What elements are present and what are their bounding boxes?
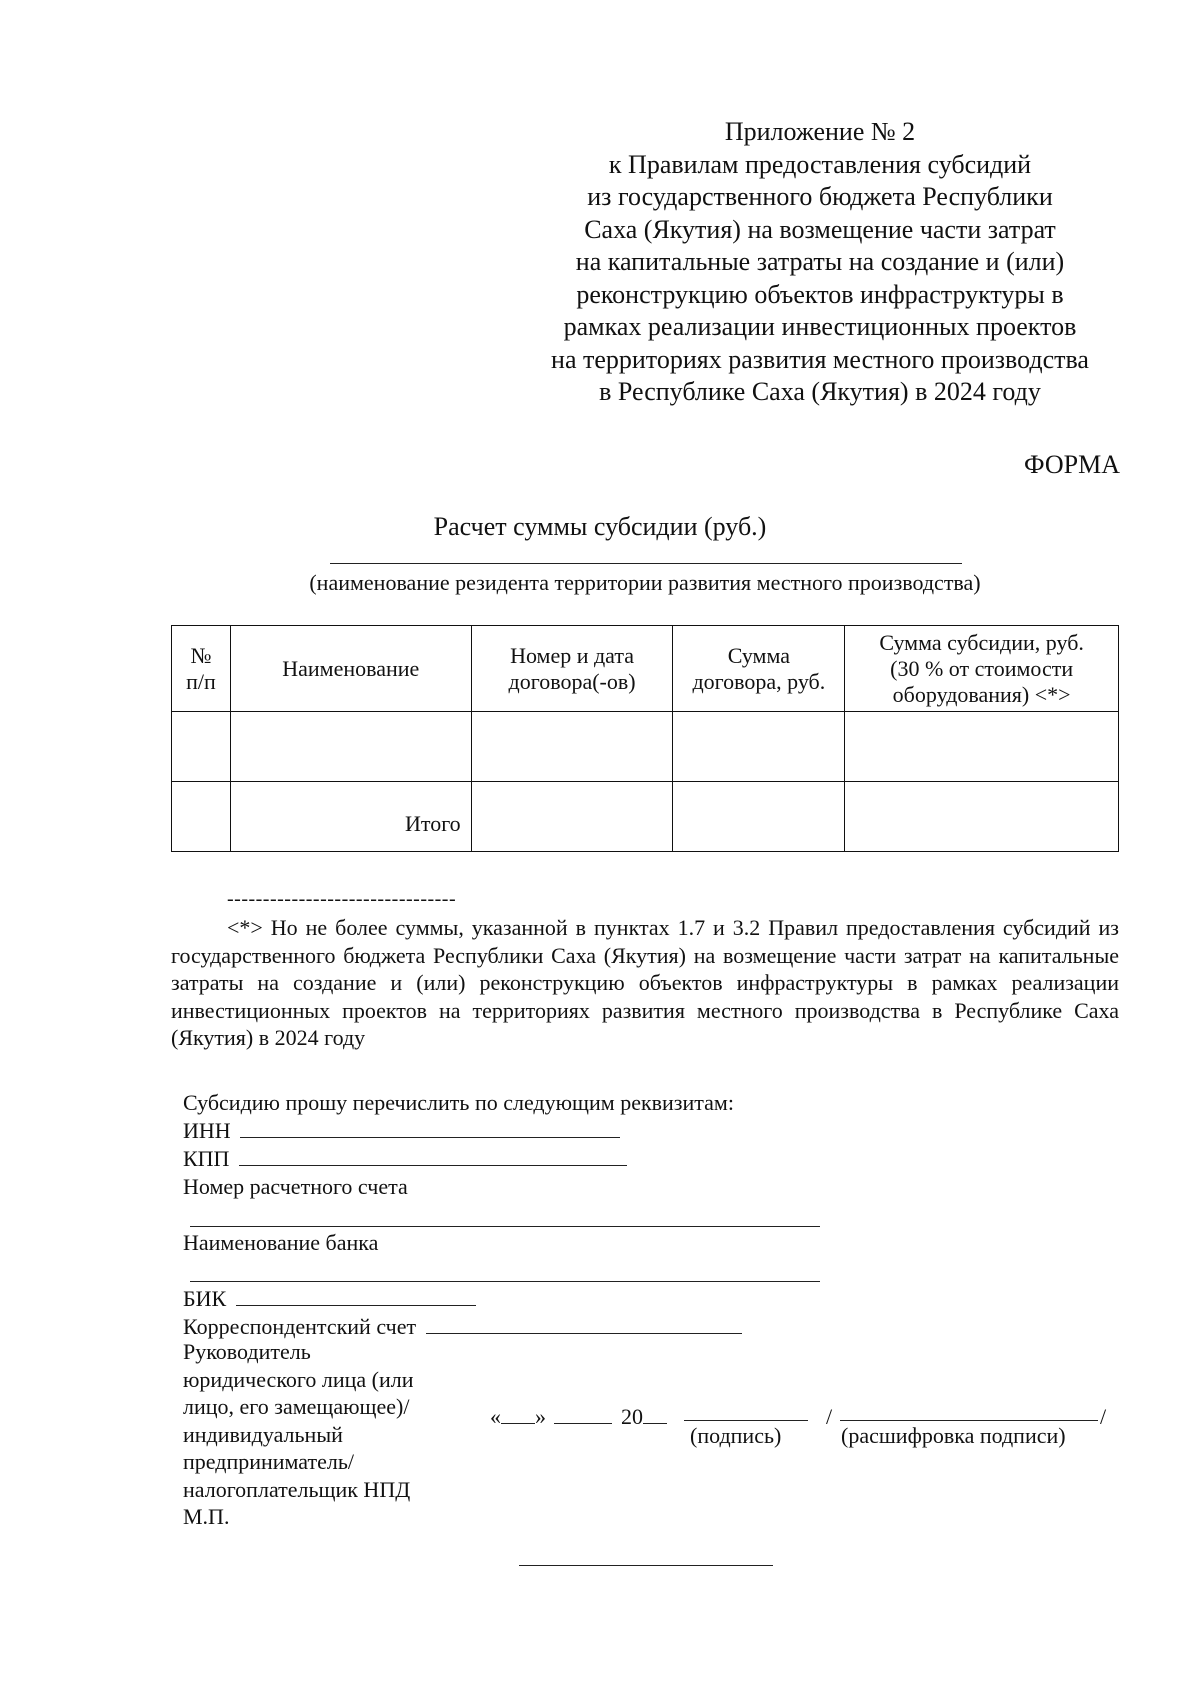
- signature-field[interactable]: [684, 1420, 808, 1421]
- table-header-row: [172, 626, 1119, 712]
- table-row: [172, 712, 1119, 782]
- annex-line: Приложение № 2: [724, 117, 916, 146]
- resident-name-line[interactable]: [330, 563, 962, 564]
- date-quote-close: »: [535, 1404, 546, 1429]
- header-subsidy-line3: оборудования) <*>: [892, 681, 1071, 707]
- header-contract-sum: [673, 626, 845, 712]
- inn-field[interactable]: [240, 1119, 620, 1138]
- annex-line: реконструкцию объектов инфраструктуры в: [576, 279, 1064, 309]
- kpp-label: КПП: [183, 1146, 230, 1171]
- annex-line: на территориях развития местного производства: [551, 344, 1089, 374]
- annex-line: рамках реализации инвестиционных проектов: [563, 312, 1077, 341]
- bank-label: Наименование банка: [183, 1230, 379, 1255]
- header-subsidy-line2: (30 % от стоимости: [890, 655, 1074, 681]
- cell-number[interactable]: [172, 712, 231, 782]
- decoding-slash-left: /: [826, 1404, 833, 1429]
- page-title: Расчет суммы субсидии (руб.): [433, 512, 767, 541]
- bik-field[interactable]: [236, 1287, 476, 1306]
- footnote-text: <*> Но не более суммы, указанной в пунктах 1.7 и 3.2 Правил предоставления субсидий из государственного бюджета Республики Саха (Якутия) на возмещение части затрат на капитальные затраты на создание и (или) реконструкцию объектов инфраструктуры в рамках реализации инвестиционных проектов на территориях развития местного производства в Республике Саха (Якутия) в 2024 году: [171, 915, 1119, 1050]
- resident-caption: (наименование резидента территории развития местного производства): [309, 570, 981, 595]
- date-year-field[interactable]: [643, 1405, 667, 1424]
- cell-subsidy-sum[interactable]: [845, 712, 1119, 782]
- bik-label: БИК: [183, 1286, 227, 1311]
- cell-contract-sum[interactable]: [673, 712, 845, 782]
- cell-contract[interactable]: [471, 782, 673, 852]
- head-line: Руководитель: [183, 1339, 311, 1364]
- corr-account-row: [183, 1314, 742, 1340]
- header-number-line1: №: [190, 642, 212, 668]
- date-field: [490, 1404, 667, 1430]
- date-year-prefix: 20: [621, 1404, 643, 1429]
- head-line: предприниматель/: [183, 1449, 355, 1474]
- head-line: лицо, его замещающее)/: [183, 1394, 410, 1419]
- head-of-entity-label: [183, 1338, 414, 1531]
- account-label: Номер расчетного счета: [183, 1174, 408, 1199]
- date-quote-open: «: [490, 1404, 501, 1429]
- signature-caption: (подпись): [690, 1423, 782, 1448]
- head-line: индивидуальный: [183, 1421, 343, 1447]
- inn-label: ИНН: [183, 1118, 231, 1143]
- annex-header: [520, 116, 1120, 409]
- header-contract: [471, 626, 673, 712]
- kpp-field[interactable]: [239, 1147, 627, 1166]
- header-sum-line2: договора, руб.: [692, 668, 826, 694]
- header-contract-line2: договора(-ов): [508, 668, 636, 694]
- corr-account-label: Корреспондентский счет: [183, 1314, 417, 1339]
- head-line: юридического лица (или: [183, 1366, 414, 1392]
- kpp-row: [183, 1146, 627, 1172]
- decoding-caption: (расшифровка подписи): [841, 1423, 1066, 1448]
- bottom-line[interactable]: [519, 1565, 773, 1566]
- header-subsidy-line1: Сумма субсидии, руб.: [879, 629, 1084, 655]
- annex-line: Саха (Якутия) на возмещение части затрат: [584, 214, 1056, 244]
- annex-line: в Республике Саха (Якутия) в 2024 году: [599, 377, 1041, 406]
- header-number: [172, 626, 231, 712]
- annex-line: к Правилам предоставления субсидий: [608, 149, 1032, 179]
- cell-number: [172, 782, 231, 852]
- form-label: ФОРМА: [1024, 450, 1120, 479]
- cell-contract[interactable]: [471, 712, 673, 782]
- requisites-intro: Субсидию прошу перечислить по следующим реквизитам:: [183, 1090, 734, 1115]
- signature-decoding-field[interactable]: [840, 1420, 1098, 1421]
- total-label: Итого: [230, 782, 471, 852]
- header-subsidy-sum: [845, 626, 1119, 712]
- corr-account-field[interactable]: [426, 1315, 742, 1334]
- decoding-slash-right: /: [1100, 1404, 1107, 1429]
- date-month-field[interactable]: [554, 1405, 612, 1424]
- date-day-field[interactable]: [501, 1405, 535, 1424]
- bank-field[interactable]: [190, 1281, 820, 1282]
- cell-subsidy-sum[interactable]: [845, 782, 1119, 852]
- annex-line: на капитальные затраты на создание и (или): [575, 247, 1065, 276]
- stamp-label: М.П.: [183, 1504, 230, 1529]
- header-sum-line1: Сумма: [727, 642, 790, 668]
- head-line: налогоплательщик НПД: [183, 1476, 411, 1502]
- inn-row: [183, 1118, 620, 1144]
- header-contract-line1: Номер и дата: [510, 642, 635, 668]
- table-total-row: [172, 782, 1119, 852]
- cell-contract-sum[interactable]: [673, 782, 845, 852]
- footnote-separator: --------------------------------: [227, 888, 457, 910]
- cell-name[interactable]: [230, 712, 471, 782]
- account-field[interactable]: [190, 1226, 820, 1227]
- header-number-line2: п/п: [186, 668, 216, 694]
- header-name: Наименование: [230, 626, 471, 712]
- annex-line: из государственного бюджета Республики: [587, 182, 1053, 211]
- bik-row: [183, 1286, 476, 1312]
- calculation-table: [171, 625, 1119, 852]
